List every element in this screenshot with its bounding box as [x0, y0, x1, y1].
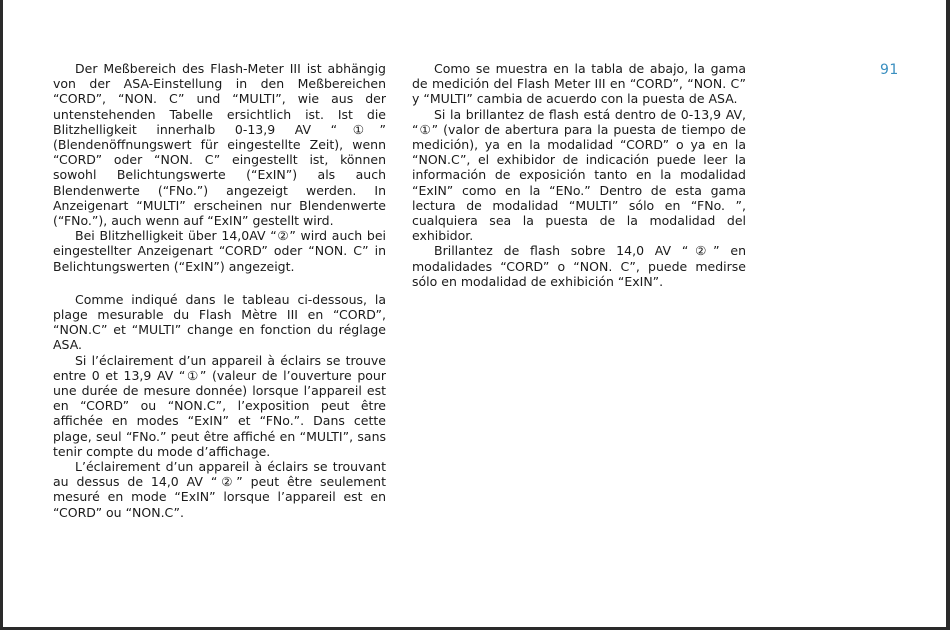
spanish-section [412, 61, 746, 289]
german-section [53, 61, 386, 274]
german-paragraph-1: Der Meßbereich des Flash-Meter III ist abhängig von der ASA-Einstellung in den Meßbereichen “CORD”, “NON. C” und “MULTI”, wie aus der untenstehenden Tabelle ersichtlich ist. Ist die Blitzhelligkeit innerhalb 0-13,9 AV “①” (Blendenöffnungswert für eingestellte Zeit), wenn “CORD” oder “NON. C” eingestellt ist, können sowohl Belichtungswerte (“ExIN”) als auch Blendenwerte (“FNo.”) angezeigt werden. In Anzeigenart “MULTI” erscheinen nur Blendenwerte (“FNo.”), auch wenn auf “ExIN” gestellt wird. [53, 61, 386, 229]
german-paragraph-2: Bei Blitzhelligkeit über 14,0AV “②” wird auch bei eingestellter Anzeigenart “CORD” oder “NON. C” in Belichtungswerten (“ExIN”) angezeigt. [53, 228, 386, 274]
page-edge-left [0, 0, 3, 630]
right-column [412, 61, 746, 289]
french-paragraph-1: Comme indiqué dans le tableau ci-dessous, la plage mesurable du Flash Mètre III en “CORD”, “NON.C” et “MULTI” change en fonction du réglage ASA. [53, 291, 386, 353]
page-number: 91 [880, 62, 899, 78]
french-section [53, 292, 386, 520]
section-divider-space [53, 274, 386, 292]
french-paragraph-3: L’éclairement d’un appareil à éclairs se trouvant au dessus de 14,0 AV “②” peut être seulement mesuré en mode “ExIN” lorsque l’appareil est en “CORD” ou “NON.C”. [53, 459, 386, 520]
spanish-paragraph-3: Brillantez de flash sobre 14,0 AV “②” en modalidades “CORD” o “NON. C”, puede medirse sólo en modalidad de exhibición “ExIN”. [412, 243, 746, 289]
french-paragraph-2: Si l’éclairement d’un appareil à éclairs se trouve entre 0 et 13,9 AV “①” (valeur de l’ouverture pour une durée de mesure donnée) lorsque l’appareil est en “CORD” ou “NON.C”, l’exposition peut être affichée en modes “ExIN” et “FNo.”. Dans cette plage, seul “FNo.” peut être affiché en “MULTI”, sans tenir compte du mode d’affichage. [53, 352, 386, 459]
spanish-paragraph-1: Como se muestra en la tabla de abajo, la gama de medición del Flash Meter III en “CORD”, “NON. C” y “MULTI” cambia de acuerdo con la puesta de ASA. [412, 61, 746, 107]
page-edge-right [946, 0, 950, 630]
left-column [53, 61, 386, 520]
spanish-paragraph-2: Si la brillantez de flash está dentro de 0-13,9 AV, “①” (valor de abertura para la puesta de tiempo de medición), ya en la modalidad “CORD” o ya en la “NON.C”, el exhibidor de indicación puede leer la información de exposición tanto en la modalidad “ExIN” como en la “ENo.” Dentro de esta gama lectura de modalidad “MULTI” sólo en “FNo. ”, cualquiera sea la puesta de la modalidad del exhibidor. [412, 106, 746, 244]
